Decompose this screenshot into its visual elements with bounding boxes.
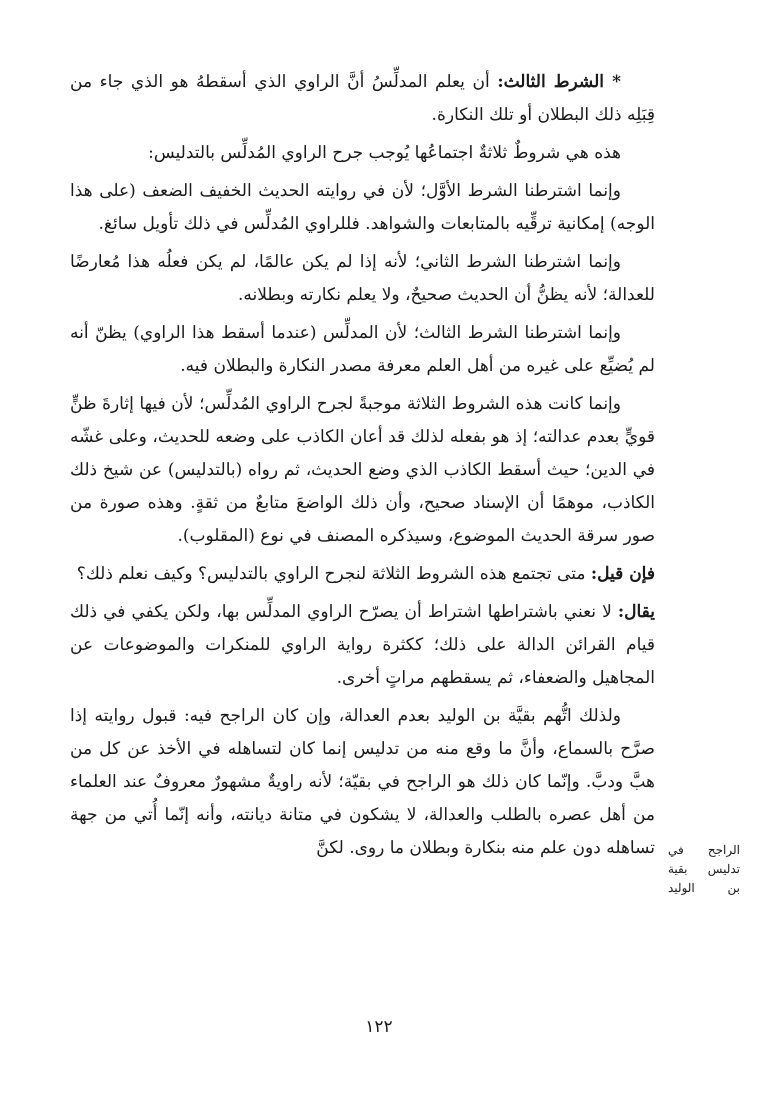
margin-note-line: الراجح في	[668, 843, 740, 857]
margin-note-line: بن الوليد	[668, 881, 740, 895]
question-heading: فإن قيل:	[590, 564, 655, 584]
paragraph-text: متى تجتمع هذه الشروط الثلاثة لنجرح الراوي بالتدليس؟ وكيف نعلم ذلك؟	[76, 564, 591, 584]
main-text	[70, 66, 655, 865]
margin-note	[668, 841, 740, 898]
paragraph-baqiyya: ولذلك اتُّهم بقيَّة بن الوليد بعدم العدالة، وإن كان الراجح فيه: قبول روايته إذا صرَّح بالسماع، وأنَّ ما وقع منه من تدليس إنما كان لتساهله في الأخذ عن كل من هبَّ ودبَّ. وإنّما كان ذلك هو الراجح في بقيّة؛ لأنه راويةٌ مشهورٌ معروفٌ عند العلماء من أهل عصره بالطلب والعدالة، لا يشكون في متانة ديانته، وأنه إنّما أُتي من جهة تساهله دون علم منه بنكارة وبطلان ما روى. لكنَّ	[70, 706, 655, 858]
paragraph-reason-two: وإنما اشترطنا الشرط الثاني؛ لأنه إذا لم يكن عالمًا، لم يكن فعلُه هذا مُعارضًا للعدالة؛ لأنه يظنُّ أن الحديث صحيحٌ، ولا يعلم نكارته وبطلانه.	[70, 252, 655, 305]
paragraph-question	[70, 558, 655, 591]
paragraph-text: لا نعني باشتراطها اشتراط أن يصرّح الراوي المدلِّس بها، ولكن يكفي في ذلك قيام القرائن الدالة على ذلك؛ ككثرة رواية الراوي للمنكرات والموضوعات عن المجاهيل والضعفاء، ثم يسقطهم مراتٍ أخرى.	[70, 602, 655, 688]
paragraph-heading: * الشرط الثالث:	[497, 72, 621, 92]
page-number: ١٢٢	[365, 1017, 393, 1037]
margin-note-line: تدليس بقية	[668, 862, 740, 876]
paragraph-summary: هذه هي شروطٌ ثلاثةٌ اجتماعُها يُوجب جرح الراوي المُدلِّس بالتدليس:	[148, 143, 621, 163]
paragraph-reason-one: وإنما اشترطنا الشرط الأوَّل؛ لأن في روايته الحديث الخفيف الضعف (على هذا الوجه) إمكانية ترقِّيه بالمتابعات والشواهد. فللراوي المُدلِّس في ذلك تأويل سائغ.	[70, 181, 655, 234]
answer-heading: يقال:	[617, 602, 655, 622]
paragraph-reason-three: وإنما اشترطنا الشرط الثالث؛ لأن المدلِّس (عندما أسقط هذا الراوي) يظنّ أنه لم يُضيِّع على غيره من أهل العلم معرفة مصدر النكارة والبطلان فيه.	[70, 323, 655, 376]
paragraph-condition-three	[70, 66, 655, 132]
paragraph-justification: وإنما كانت هذه الشروط الثلاثة موجبةً لجرح الراوي المُدلِّس؛ لأن فيها إثارةَ ظنٍّ قويٍّ بعدم عدالته؛ إذ هو بفعله لذلك قد أعان الكاذب على وضعه للحديث، وعلى غشّه في الدين؛ حيث أسقط الكاذب الذي وضع الحديث، ثم رواه (بالتدليس) عن شيخ ذلك الكاذب، موهمًا أن الإسناد صحيح، وأن ذلك الواضعَ متابعٌ من ثقةٍ. وهذه صورة من صور سرقة الحديث الموضوع، وسيذكره المصنف في نوع (المقلوب).	[70, 394, 655, 546]
paragraph-text: أن يعلم المدلِّسُ أنَّ الراوي الذي أسقطهُ هو الذي جاء من قِبَلِه ذلك البطلان أو تلك النكارة.	[70, 72, 655, 125]
paragraph-answer	[70, 596, 655, 695]
